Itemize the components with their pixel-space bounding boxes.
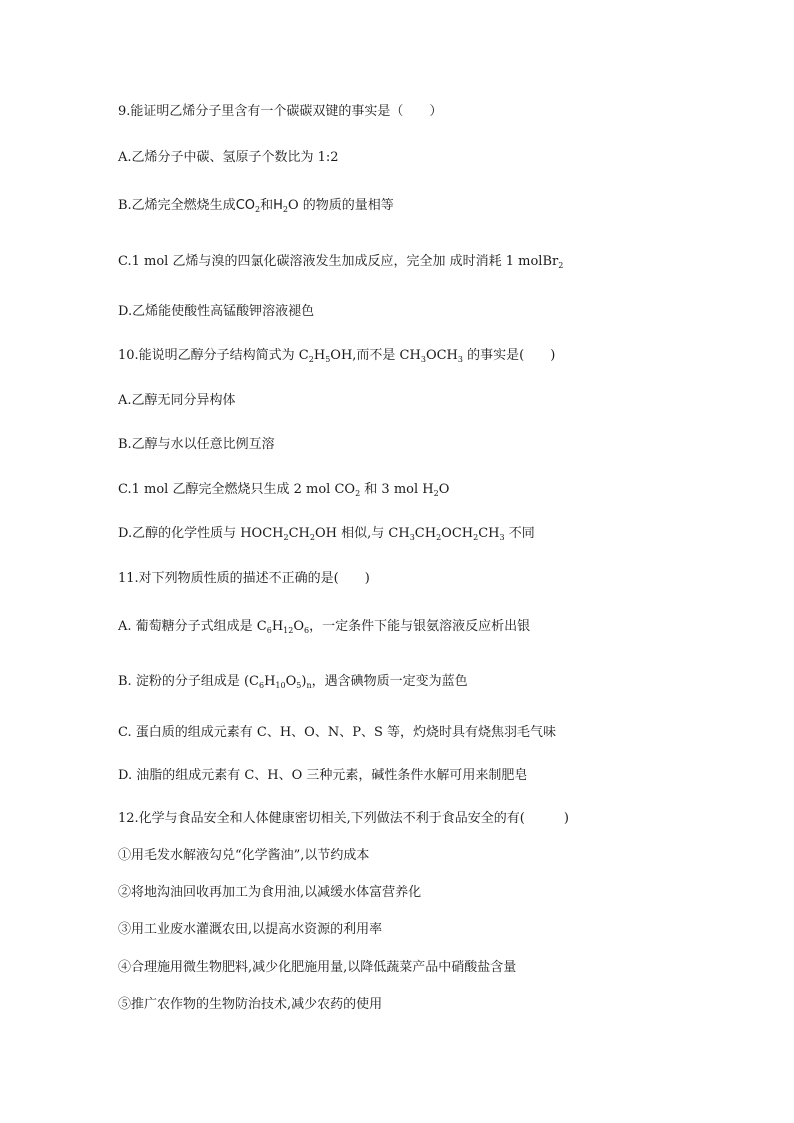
q11-b-sub: 5 (296, 681, 302, 690)
q10-d-text: D.乙醇的化学性质与 HOCH (118, 526, 284, 541)
q10-d-sub: 3 (409, 533, 415, 542)
q9-option-c (118, 254, 563, 270)
q10-d-sub: 2 (436, 533, 442, 542)
q9-b-sub: 2 (282, 205, 288, 214)
q9-option-a: A.乙烯分子中碳、氢原子个数比为 1:2 (118, 150, 339, 165)
q10-d-text: OH 相似,与 CH (315, 526, 410, 541)
q11-a-sub: 6 (266, 626, 272, 635)
q11-b-text: O (285, 674, 297, 689)
q10-sub: 5 (325, 355, 331, 364)
q11-b-sub: 10 (275, 681, 286, 690)
q11-a-text: O (293, 619, 305, 634)
q12-item-1: ①用毛发水解液勾兑“化学酱油”,以节约成本 (118, 848, 370, 863)
q9-b-text: O 的物质的量相等 (287, 198, 394, 213)
q9-option-d: D.乙烯能使酸性高锰酸钾溶液褪色 (118, 304, 315, 319)
q11-b-sub: n (306, 681, 312, 690)
q9-stem: 9.能证明乙烯分子里含有一个碳碳双键的事实是（ ） (118, 104, 443, 119)
q9-b-sub: 2 (255, 205, 261, 214)
q10-d-text: CH (288, 526, 310, 541)
q11-a-text: A. 葡萄糖分子式组成是 C (118, 619, 267, 634)
q10-d-sub: 3 (499, 533, 505, 542)
q9-c-sub: 2 (558, 261, 564, 270)
q12-item-5: ⑤推广农作物的生物防治技术,减少农药的使用 (118, 997, 383, 1012)
q10-sub: 3 (457, 355, 463, 364)
q10-d-sub: 2 (283, 533, 289, 542)
q10-c-text: C.1 mol 乙醇完全燃烧只生成 2 mol CO (118, 482, 356, 497)
q10-option-a: A.乙醇无同分异构体 (118, 393, 236, 408)
q11-b-sub: 6 (258, 681, 265, 690)
q10-d-text: 不同 (504, 526, 535, 541)
q11-option-d: D. 油脂的组成元素有 C、H、O 三种元素，碱性条件水解可用来制肥皂 (118, 768, 528, 783)
q10-d-sub: 2 (309, 533, 315, 542)
q10-option-b: B.乙醇与水以任意比例互溶 (118, 437, 275, 452)
q10-text: OH,而不是 CH (330, 348, 421, 363)
q12-stem: 12.化学与食品安全和人体健康密切相关,下列做法不利于食品安全的有( ) (118, 811, 569, 826)
q10-text: 的事实是( ) (462, 348, 556, 363)
q10-d-text: CH (478, 526, 500, 541)
q10-d-text: CH (414, 526, 437, 541)
q12-item-4: ④合理施用微生物肥料,减少化肥施用量,以降低蔬菜产品中硝酸盐含量 (118, 960, 517, 975)
q11-b-text: ) (301, 674, 307, 689)
q11-b-text: B. 淀粉的分子组成是 (C (118, 674, 259, 689)
q10-c-sub: 2 (355, 489, 361, 498)
q11-option-b (118, 674, 468, 690)
q9-option-b (118, 198, 394, 214)
q10-c-text: O (438, 482, 450, 497)
q10-text: 10.能说明乙醇分子结构简式为 C (118, 348, 309, 363)
q9-b-text: B.乙烯完全燃烧生成 (118, 198, 236, 213)
q12-item-3: ③用工业废水灌溉农田,以提高水资源的利用率 (118, 922, 383, 937)
q10-option-d (118, 526, 535, 542)
q11-a-text: H (271, 619, 284, 634)
q11-a-sub: 12 (283, 626, 294, 635)
q9-b-formula: H (273, 198, 283, 213)
q10-text: OCH (425, 348, 458, 363)
q10-c-text: 和 3 mol H (360, 482, 434, 497)
q11-a-text: ，一定条件下能与银氨溶液反应析出银 (309, 619, 531, 634)
q11-a-sub: 6 (304, 626, 310, 635)
q11-option-c: C. 蛋白质的组成元素有 C、H、O、N、P、S 等，灼烧时具有烧焦羽毛气味 (118, 725, 556, 740)
q12-item-2: ②将地沟油回收再加工为食用油,以减缓水体富营养化 (118, 885, 422, 900)
q11-stem: 11.对下列物质性质的描述不正确的是( ) (118, 571, 370, 586)
q10-c-sub: 2 (433, 489, 439, 498)
q9-b-text: 和 (260, 198, 274, 213)
q10-d-sub: 2 (473, 533, 479, 542)
q11-option-a (118, 619, 530, 635)
q9-b-formula: CO (235, 198, 255, 213)
q10-stem (118, 348, 555, 364)
q11-b-text: H (264, 674, 276, 689)
q10-option-c (118, 482, 449, 498)
q10-sub: 3 (420, 355, 426, 364)
q10-d-text: OCH (441, 526, 474, 541)
q9-c-text: C.1 mol 乙烯与溴的四氯化碳溶液发生加成反应，完全加 成时消耗 1 molBr (118, 254, 559, 269)
q10-sub: 2 (308, 355, 314, 364)
q11-b-text: ，遇含碘物质一定变为蓝色 (311, 674, 468, 689)
q10-text: H (313, 348, 326, 363)
